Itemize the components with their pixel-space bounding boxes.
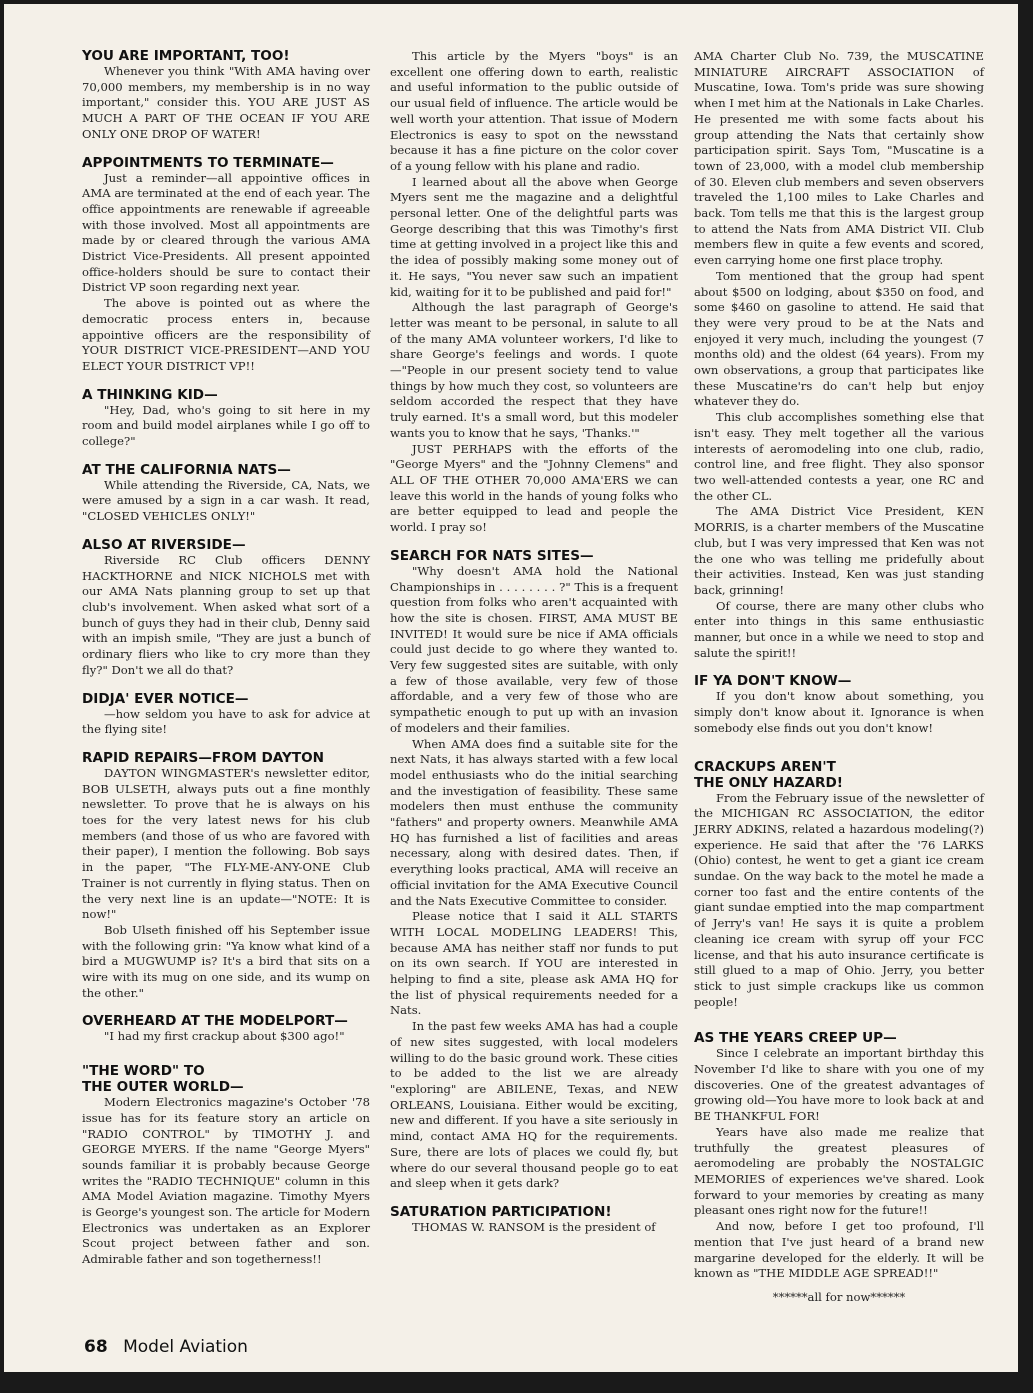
column-right bbox=[694, 49, 984, 1306]
page-footer bbox=[84, 1337, 248, 1357]
paragraph: This club accomplishes something else that isn't easy. They melt together all the various interests of aeromodeling into one club, radio, control line, and free flight. They also sponsor two well-attended contests a year, one RC and the other CL. bbox=[694, 410, 984, 503]
paragraph: This article by the Myers "boys" is an excellent one offering down to earth, realistic and useful information to the public outside of our usual field of influence. The article would be well worth your attention. That issue of Modern Electronics is easy to spot on the newsstand because it has a fine picture on the color cover of a young fellow with his plane and radio. bbox=[390, 49, 678, 173]
column-middle bbox=[390, 49, 678, 1236]
heading-also-at-riverside: ALSO AT RIVERSIDE— bbox=[82, 536, 246, 553]
paragraph: "Why doesn't AMA hold the National Championships in . . . . . . . . ?" This is a frequent question from folks who aren't acquainted with how the site is chosen. FIRST, AMA MUST BE INVITED! It would sure be nice if AMA officials could just decide to go where they wanted to. Very few suggested sites are suitable, with only a few of those available, very few of those affordable, and a very few of those who are sympathetic enough to put up with an invasion of modelers and their families. bbox=[390, 563, 678, 735]
paragraph: JUST PERHAPS with the efforts of the "George Myers" and the "Johnny Clemens" and ALL OF THE OTHER 70,000 AMA'ERS we can leave this world in the hands of young folks who are better equipped to lead and people the world. I pray so! bbox=[390, 441, 678, 535]
paragraph: Tom mentioned that the group had spent about $500 on lodging, about $350 on food, and some $460 on gasoline to attend. He said that they were very proud to be at the Nats and enjoyed it very much, including the youngest (7 months old) and the oldest (64 years). From my own observations, a group that participates like these Muscatine'rs do can't help but enjoy whatever they do. bbox=[694, 268, 984, 409]
paragraph: "I had my first crackup about $300 ago!" bbox=[104, 1029, 345, 1044]
paragraph: Bob Ulseth finished off his September issue with the following grin: "Ya know what kind of a bird a MUGWUMP is? It's a bird that sits on a wire with its mug on one side, and its wump on the other." bbox=[82, 922, 370, 1000]
magazine-page bbox=[4, 4, 1018, 1372]
heading-appointments: APPOINTMENTS TO TERMINATE— bbox=[82, 154, 334, 171]
heading-thinking-kid: A THINKING KID— bbox=[82, 386, 218, 403]
heading-if-ya-dont-know: IF YA DON'T KNOW— bbox=[694, 673, 852, 690]
heading-didja-ever-notice: DIDJA' EVER NOTICE— bbox=[82, 690, 249, 707]
paragraph: In the past few weeks AMA has had a couple of new sites suggested, with local modelers willing to do the basic ground work. These cities to be added to the list we are already "exploring" are ABILENE, Texas, and NEW ORLEANS, Louisiana. Either would be exciting, new and different. If you have a site seriously in mind, contact AMA HQ for the requirements. Sure, there are lots of places we could fly, but where do our several thousand people go to eat and sleep when it gets dark? bbox=[390, 1019, 678, 1191]
page-number: 68 bbox=[84, 1337, 108, 1357]
heading-line-2: THE ONLY HAZARD! bbox=[694, 774, 843, 791]
column-left bbox=[82, 48, 370, 1268]
paragraph: —how seldom you have to ask for advice at the flying site! bbox=[82, 706, 370, 737]
heading-the-word bbox=[82, 1063, 370, 1095]
heading-line-2: THE OUTER WORLD— bbox=[82, 1079, 244, 1096]
heading-rapid-repairs: RAPID REPAIRS—FROM DAYTON bbox=[82, 749, 325, 766]
heading-line-1: CRACKUPS AREN'T bbox=[694, 758, 836, 775]
paragraph: Modern Electronics magazine's October '78 issue has for its feature story an article on "RADIO CONTROL" by TIMOTHY J. and GEORGE MYERS. If the name "George Myers" sounds familiar it is probably because George writes the "RADIO TECHNIQUE" column in this AMA Model Aviation magazine. Timothy Myers is George's youngest son. The article for Modern Electronics was undertaken as an Explorer Scout project between father and son. Admirable father and son togetherness!! bbox=[82, 1095, 370, 1267]
heading-line-1: "THE WORD" TO bbox=[82, 1063, 205, 1080]
magazine-name: Model Aviation bbox=[123, 1337, 248, 1357]
paragraph: THOMAS W. RANSOM is the president of bbox=[412, 1219, 656, 1234]
paragraph: While attending the Riverside, CA, Nats, we were amused by a sign in a car wash. It read, "CLOSED VEHICLES ONLY!" bbox=[82, 477, 370, 524]
heading-california-nats: AT THE CALIFORNIA NATS— bbox=[82, 461, 291, 478]
paragraph: Just a reminder—all appointive offices in AMA are terminated at the end of each year. The office appointments are renewable if agreeable with those involved. Most all appointments are made by or cleared through the various AMA District Vice-Presidents. All present appointed office-holders should be sure to contact their District VP soon regarding next year. bbox=[82, 170, 370, 295]
paragraph: DAYTON WINGMASTER's newsletter editor, BOB ULSETH, always puts out a fine monthly newsletter. To prove that he is always on his toes for the very latest news for his club members (and those of us who are favored with their paper), I mention the following. Bob says in the paper, "The FLY-ME-ANY-ONE Club Trainer is not currently in flying status. Then on the very next line is an update—"NOTE: It is now!" bbox=[82, 765, 370, 922]
paragraph: And now, before I get too profound, I'll mention that I've just heard of a brand new margarine developed for the elderly. It will be known as "THE MIDDLE AGE SPREAD!!" bbox=[694, 1219, 984, 1281]
paragraph: If you don't know about something, you simply don't know about it. Ignorance is when somebody else finds out you don't know! bbox=[694, 689, 984, 735]
paragraph: Riverside RC Club officers DENNY HACKTHORNE and NICK NICHOLS met with our AMA Nats planning group to set up that club's involvement. When asked what sort of a bunch of guys they had in their club, Denny said with an impish smile, "They are just a bunch of ordinary fliers who like to cry more than they fly?" Don't we all do that? bbox=[82, 552, 370, 677]
heading-crackups bbox=[694, 759, 984, 791]
heading-you-are-important: YOU ARE IMPORTANT, TOO! bbox=[82, 48, 290, 64]
heading-saturation-participation: SATURATION PARTICIPATION! bbox=[390, 1203, 612, 1220]
paragraph: From the February issue of the newsletter of the MICHIGAN RC ASSOCIATION, the editor JERRY ADKINS, related a hazardous modeling(?) experience. He said that after the '76 LARKS (Ohio) contest, he went to get a giant ice cream sundae. On the way back to the motel he made a corner too fast and the entire contents of the giant sundae emptied into the map compartment of Jerry's van! He says it is quite a problem cleaning ice cream with syrup off your FCC license, and that his auto insurance certificate is still glued to a map of Ohio. Jerry, you better stick to just simple crackups like us common people! bbox=[694, 790, 984, 1009]
paragraph: The above is pointed out as where the democratic process enters in, because appointive officers are the responsibility of YOUR DISTRICT VICE-PRESIDENT—AND YOU ELECT YOUR DISTRICT VP!! bbox=[82, 296, 370, 373]
paragraph: Years have also made me realize that truthfully the greatest pleasures of aeromodeling are probably the NOSTALGIC MEMORIES of experiences we've shared. Look forward to your memories by creating as many pleasant ones right now for the future!! bbox=[694, 1124, 984, 1218]
paragraph: Since I celebrate an important birthday this November I'd like to share with you one of my discoveries. One of the greatest advantages of growing old—You have more to look back at and BE THANKFUL FOR! bbox=[694, 1046, 984, 1124]
paragraph: When AMA does find a suitable site for the next Nats, it has always started with a few local model enthusiasts who do the initial searching and the investigation of feasibility. These same modelers then must enthuse the community "fathers" and property owners. Meanwhile AMA HQ has furnished a list of facilities and areas necessary, along with desired dates. Then, if everything looks practical, AMA will receive an official invitation for the AMA Executive Council and the Nats Executive Committee to consider. bbox=[390, 736, 678, 908]
paragraph: The AMA District Vice President, KEN MORRIS, is a charter members of the Muscatine club, but I was very impressed that Ken was not the one who was telling me pridefully about their activities. Instead, Ken was just standing back, grinning! bbox=[694, 504, 984, 597]
paragraph: Of course, there are many other clubs who enter into things in this same enthusiastic manner, but once in a while we need to stop and salute the spirit!! bbox=[694, 598, 984, 660]
paragraph: AMA Charter Club No. 739, the MUSCATINE MINIATURE AIRCRAFT ASSOCIATION of Muscatine, Iowa. Tom's pride was sure showing when I met him at the Nationals in Lake Charles. He presented me with some facts about his group attending the Nats that certainly show participation spirit. Says Tom, "Muscatine is a town of 23,000, with a model club membership of 30. Eleven club members and seven observers traveled the 1,100 miles to Lake Charles and back. Tom tells me that this is the largest group to attend the Nats from AMA District VII. Club members flew in quite a few events and scored, even carrying home one first place trophy. bbox=[694, 49, 984, 268]
paragraph: Whenever you think "With AMA having over 70,000 members, my membership is in no way important," consider this. YOU ARE JUST AS MUCH A PART OF THE OCEAN IF YOU ARE ONLY ONE DROP OF WATER! bbox=[82, 64, 370, 141]
paragraph: "Hey, Dad, who's going to sit here in my room and build model airplanes while I go off to college?" bbox=[82, 402, 370, 449]
heading-search-for-nats-sites: SEARCH FOR NATS SITES— bbox=[390, 547, 594, 564]
paragraph: Please notice that I said it ALL STARTS WITH LOCAL MODELING LEADERS! This, because AMA has neither staff nor funds to put on its own search. If YOU are interested in helping to find a site, please ask AMA HQ for the list of physical requirements needed for a Nats. bbox=[390, 909, 678, 1018]
paragraph: I learned about all the above when George Myers sent me the magazine and a delightful personal letter. One of the delightful parts was George describing that this was Timothy's first time at getting involved in a project like this and the idea of possibly making some money out of it. He says, "You never saw such an impatient kid, waiting for it to be published and paid for!" bbox=[390, 174, 678, 299]
paragraph: Although the last paragraph of George's letter was meant to be personal, in salute to all of the many AMA volunteer workers, I'd like to share George's feelings and words. I quote—"People in our present society tend to value things by how much they cost, so volunteers are seldom accorded the respect that they have truly earned. It's a small word, but this modeler wants you to know that he says, 'Thanks.'" bbox=[390, 300, 678, 440]
sign-off: ******all for now****** bbox=[772, 1289, 906, 1304]
heading-years-creep-up: AS THE YEARS CREEP UP— bbox=[694, 1030, 897, 1047]
heading-overheard: OVERHEARD AT THE MODELPORT— bbox=[82, 1013, 348, 1030]
